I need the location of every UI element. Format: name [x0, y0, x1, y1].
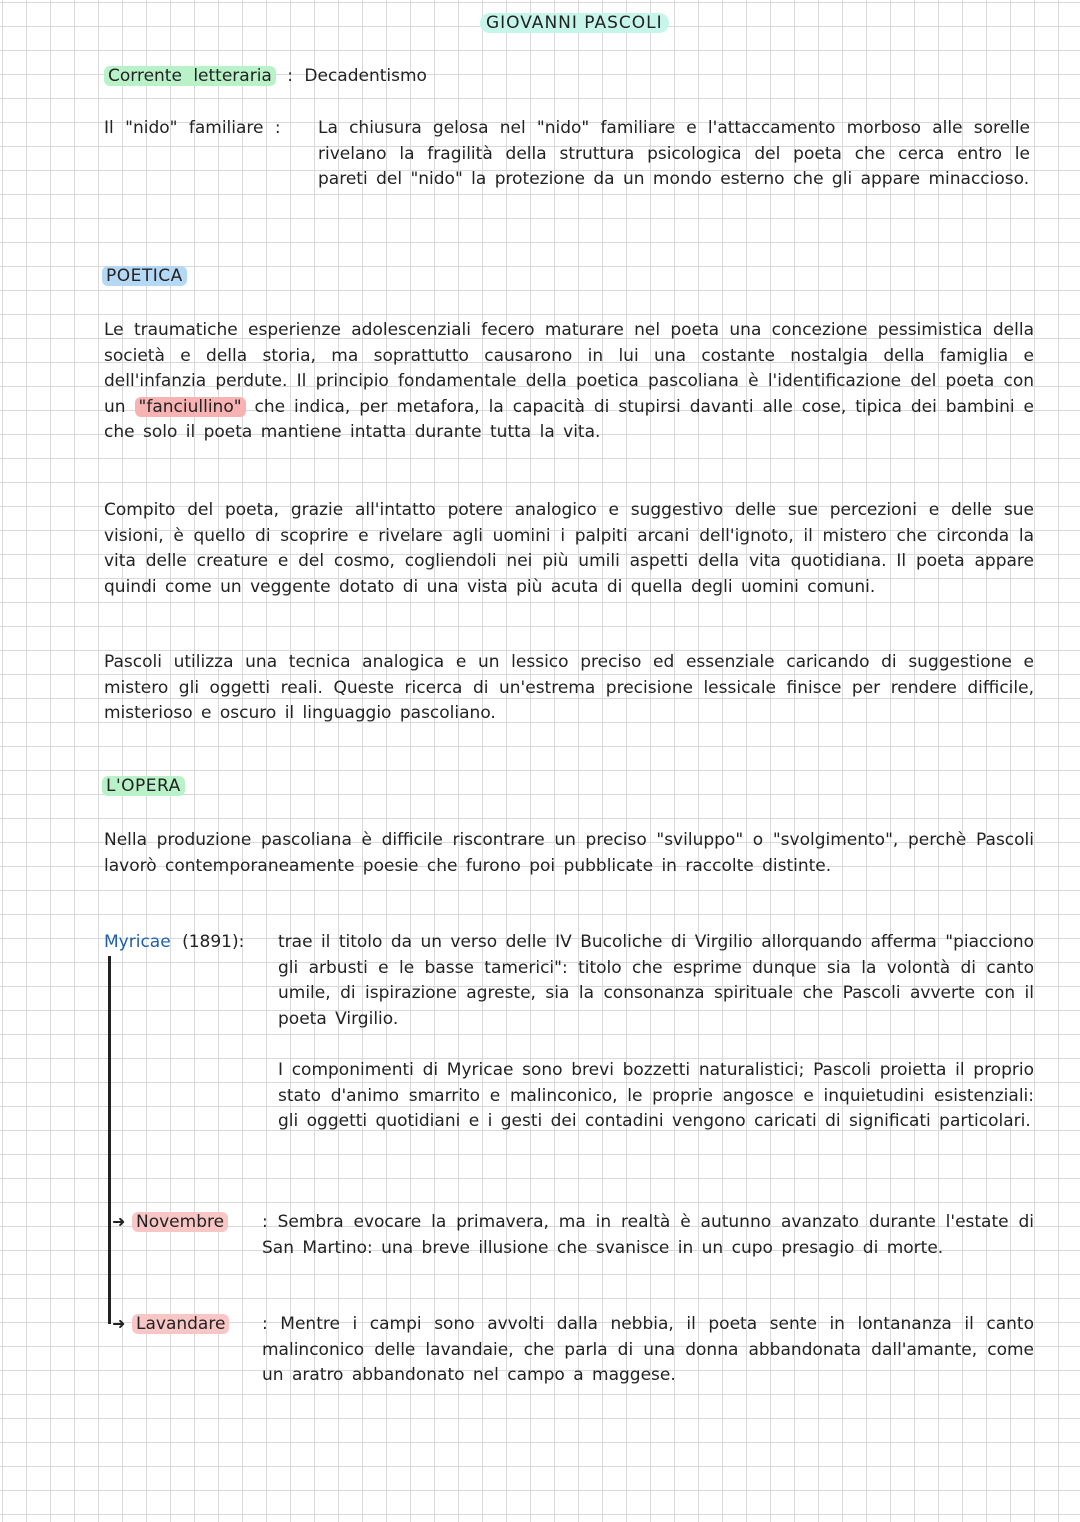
novembre-label: Novembre: [132, 1212, 228, 1232]
fanciullino-highlight: "fanciullino": [135, 397, 246, 417]
corrente-value: : Decadentismo: [287, 66, 427, 86]
poetica-p1-a: Le traumatiche esperienze adolescenziali fecero maturare nel poeta una concezione pessimistica della società e della storia, ma soprattutto causarono in lui una costante nostalgia della famiglia e dell'infanzia perdute.: [104, 320, 1034, 391]
myricae-label: Myricae: [104, 932, 171, 952]
myricae-text-2: I componimenti di Myricae sono brevi bozzetti naturalistici; Pascoli proietta il proprio stato d'animo smarrito e malinconico, le proprie angosce e inquietudini esistenziali: gli oggetti quotidiani e i gesti dei contadini vengono caricati di significati particolari.: [278, 1060, 1034, 1131]
poetica-p1-b: Il principio fondamentale della poetica pascoliana è l'identificazione del poeta con un: [104, 371, 1035, 417]
opera-intro: Nella produzione pascoliana è difficile riscontrare un preciso "sviluppo" o "svolgimento", perchè Pascoli lavorò contemporaneamente poesie che furono poi pubblicate in raccolte distinte.: [104, 830, 1034, 876]
lavandare-arrow-icon: ➜: [112, 1314, 126, 1333]
novembre-arrow-icon: ➜: [112, 1212, 126, 1231]
poetica-heading-text: POETICA: [102, 266, 187, 286]
myricae-text-1: trae il titolo da un verso delle IV Bucoliche di Virgilio allorquando afferma "piacciono gli arbusti e le basse tamerici": titolo che esprime dunque sia la volontà di canto umile, di ispirazione agreste, sia la consonanza spirituale che Pascoli avverte con il poeta Virgilio.: [278, 932, 1034, 1029]
poetica-p1-c: che indica, per metafora, la capacità di stupirsi davanti alle cose, tipica dei bambini e che solo il poeta mantiene intatta durante tutta la vita.: [104, 396, 1034, 442]
myricae-year: (1891):: [182, 932, 245, 952]
page-title-text: GIOVANNI PASCOLI: [480, 13, 669, 33]
myricae-label-row: [104, 930, 244, 956]
lavandare-label-row: [132, 1312, 229, 1338]
nido-label: Il "nido" familiare :: [104, 118, 281, 138]
poetica-paragraph-3: Pascoli utilizza una tecnica analogica e un lessico preciso ed essenziale caricando di suggestione e mistero gli oggetti reali. Queste ricerca di un'estrema precisione lessicale finisce per rendere difficile, misterioso e oscuro il linguaggio pascoliano.: [104, 652, 1034, 723]
nido-text: La chiusura gelosa nel "nido" familiare e l'attaccamento morboso alle sorelle rivelano la fragilità della struttura psicologica del poeta che cerca entro le pareti del "nido" la protezione da un mondo esterno che gli appare minaccioso.: [318, 118, 1030, 189]
lavandare-label: Lavandare: [132, 1314, 229, 1334]
corrente-row: [104, 64, 427, 90]
corrente-label: Corrente letteraria: [104, 66, 276, 86]
opera-heading-text: L'OPERA: [102, 776, 185, 796]
poetica-paragraph-2: Compito del poeta, grazie all'intatto potere analogico e suggestivo delle sue percezioni e delle sue visioni, è quello di scoprire e rivelare agli uomini i palpiti arcani dell'ignoto, il mistero che circonda la vita delle creature e del cosmo, cogliendoli nei più umili aspetti della vita quotidiana. Il poeta appare quindi come un veggente dotato di una vista più acuta di quella degli uomini comuni.: [104, 500, 1034, 597]
lavandare-text: : Mentre i campi sono avvolti dalla nebbia, il poeta sente in lontananza il canto malinconico delle lavandaie, che parla di una donna abbandonata dall'amante, come un aratro abbandonato nel campo a maggese.: [262, 1314, 1034, 1385]
page-title: [474, 12, 675, 34]
novembre-label-row: [132, 1210, 228, 1236]
poetica-paragraph-1: [104, 318, 1034, 446]
opera-heading: [102, 776, 185, 796]
novembre-text: : Sembra evocare la primavera, ma in realtà è autunno avanzato durante l'estate di San Martino: una breve illusione che svanisce in un cupo presagio di morte.: [262, 1212, 1034, 1258]
poetica-heading: [102, 266, 187, 286]
myricae-bracket-line: [108, 956, 111, 1324]
